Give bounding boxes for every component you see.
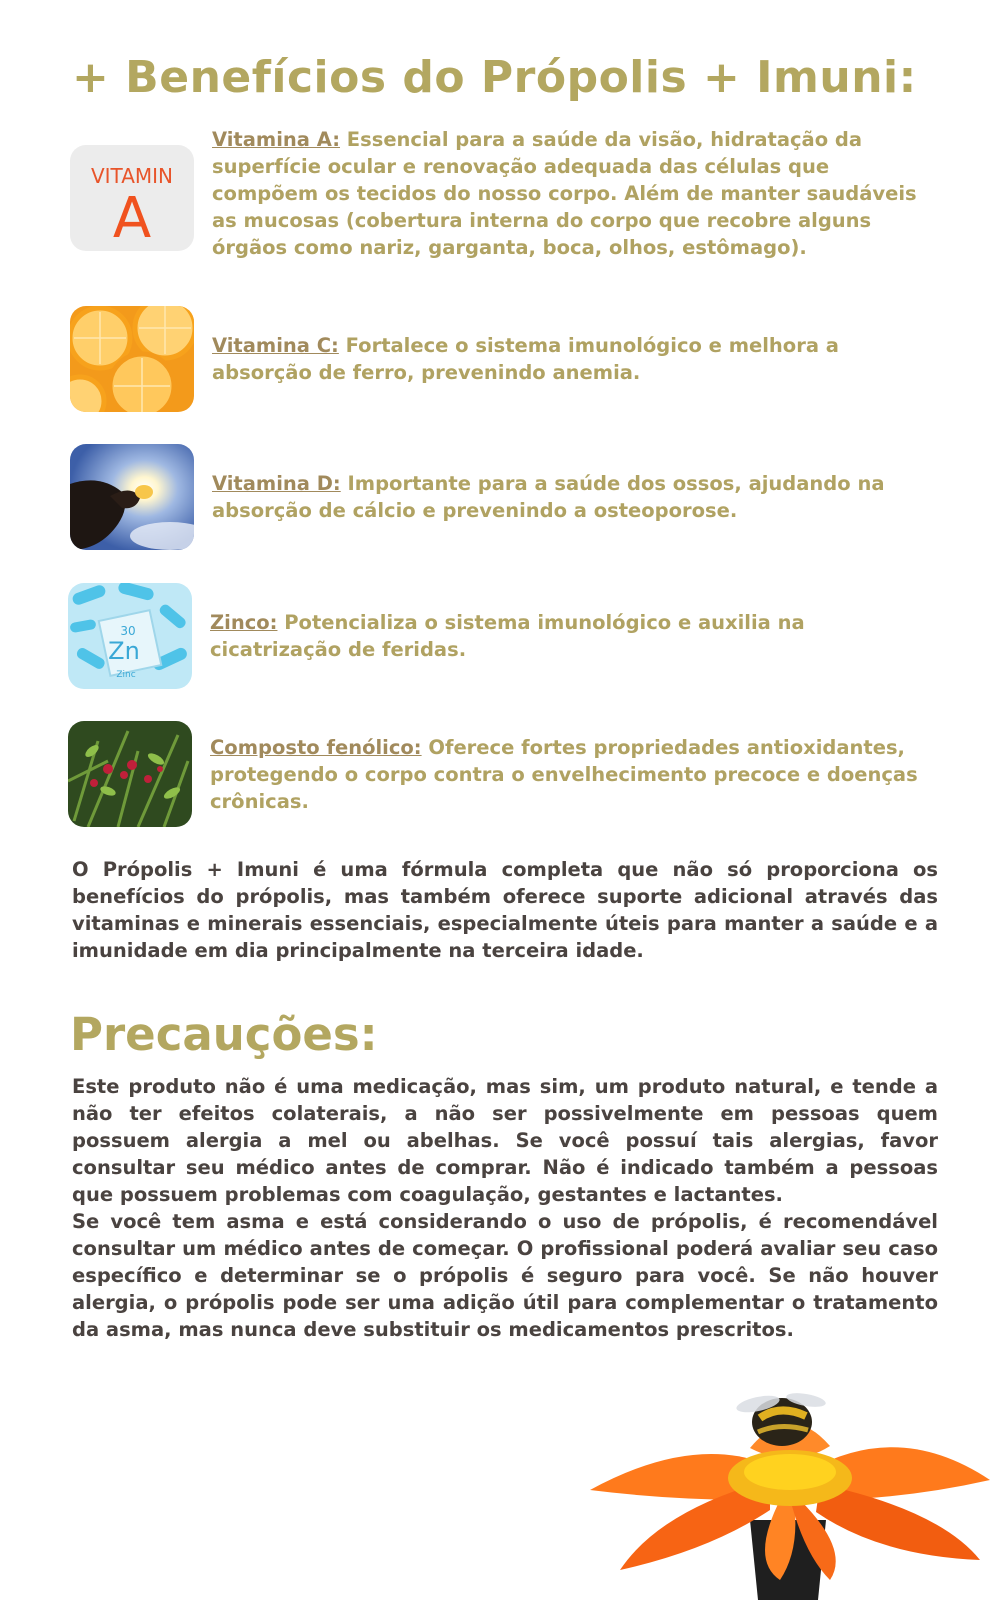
benefit-description: Potencializa o sistema imunológico e auxilia na cicatrização de feridas. [210, 611, 805, 661]
benefit-name: Composto fenólico: [210, 735, 422, 759]
benefit-vitamin-a [70, 128, 940, 261]
zinc-symbol: Zn [108, 637, 140, 665]
benefit-vitamin-c [70, 306, 940, 412]
bee-on-flower-image [580, 1360, 1000, 1600]
benefit-description: Essencial para a saúde da visão, hidratação da superfície ocular e renovação adequada das células que compõem os tecidos do nosso corpo. Além de manter saudáveis as mucosas (cobertura interna do corpo que recobre alguns órgãos como nariz, garganta, boca, olhos, estômago). [212, 128, 917, 259]
plant-berries-image [68, 721, 192, 827]
vitamin-a-image [70, 145, 194, 251]
benefit-description: Oferece fortes propriedades antioxidantes, protegendo o corpo contra o envelhecimento precoce e doenças crônicas. [210, 735, 918, 813]
benefit-text [212, 332, 940, 386]
zinc-atomic-number: 30 [120, 624, 136, 638]
summary-paragraph: O Própolis + Imuni é uma fórmula completa que não só proporciona os benefícios do própolis, mas também oferece suporte adicional através das vitaminas e minerais essenciais, especialmente úteis para manter a saúde e a imunidade em dia principalmente na terceira idade. [72, 858, 938, 962]
benefit-zinc [68, 583, 938, 689]
page-title: + Benefícios do Própolis + Imuni: [72, 52, 917, 103]
precautions-paragraph-1: Este produto não é uma medicação, mas sim, um produto natural, e tende a não ter efeitos colaterais, a não ser possivelmente em pessoas quem possuem alergia a mel ou abelhas. Se você possuí tais alergias, favor consultar seu médico antes de comprar. Não é indicado também a pessoas que possuem problemas com coagulação, gestantes e lactantes. [72, 1075, 938, 1206]
benefit-text [212, 470, 940, 524]
zinc-pills-image [68, 583, 192, 689]
benefit-name: Zinco: [210, 611, 278, 634]
benefit-vitamin-d [70, 444, 940, 550]
precautions-title: Precauções: [70, 1008, 378, 1061]
vitamin-a-image-letter: A [112, 186, 152, 251]
benefit-name: Vitamina D: [212, 472, 341, 495]
benefit-text [210, 734, 938, 815]
benefit-name: Vitamina A: [212, 128, 340, 151]
sunlight-capsule-image [70, 444, 194, 550]
benefit-description: Importante para a saúde dos ossos, ajudando na absorção de cálcio e prevenindo a osteoporose. [212, 472, 885, 522]
orange-slices-image [70, 306, 194, 412]
precautions-paragraph-2: Se você tem asma e está considerando o uso de própolis, é recomendável consultar um médico antes de começar. O profissional poderá avaliar seu caso específico e determinar se o própolis é seguro para você. Se não houver alergia, o própolis pode ser uma adição útil para complementar o tratamento da asma, mas nunca deve substituir os medicamentos prescritos. [72, 1210, 938, 1341]
zinc-word: Zinc [116, 670, 136, 680]
benefit-phenolic-compound [68, 721, 938, 827]
benefit-name: Vitamina C: [212, 334, 339, 357]
benefit-text [210, 609, 938, 663]
vitamin-a-image-word: VITAMIN [90, 164, 174, 188]
benefit-text [212, 126, 940, 261]
benefit-description: Fortalece o sistema imunológico e melhora a absorção de ferro, prevenindo anemia. [212, 334, 839, 384]
